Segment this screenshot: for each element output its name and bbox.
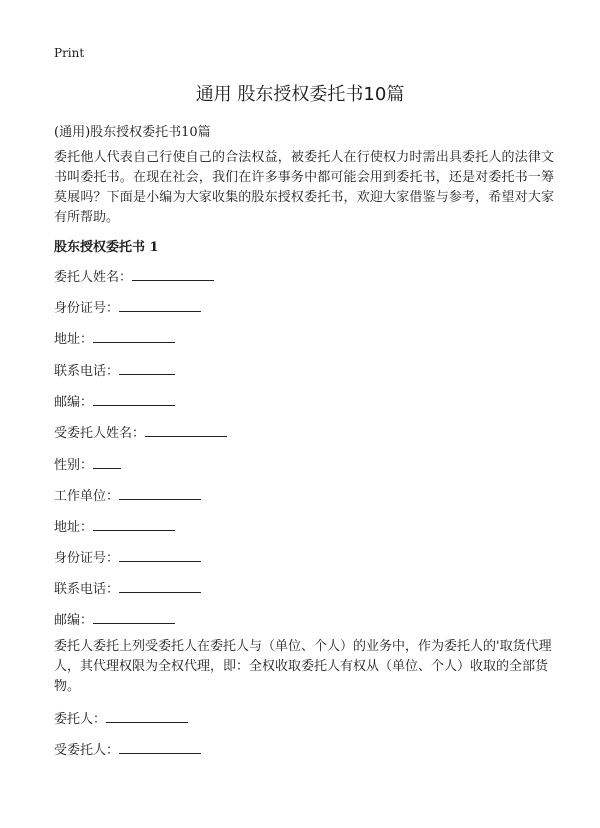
print-link[interactable]: Print [54,46,85,60]
field-label: 联系电话： [54,582,120,597]
field-agent-id [54,547,201,567]
field-client-name [54,266,214,286]
field-label: 邮编： [54,613,94,628]
blank-line [119,547,201,562]
field-agent-postcode [54,609,175,629]
field-agent-address [54,516,175,536]
field-label: 邮编： [54,395,94,410]
field-agent-name [54,422,227,442]
signature-agent [54,739,201,759]
blank-line [119,485,201,500]
field-label: 性别： [54,458,94,473]
field-client-address [54,328,175,348]
blank-line [93,516,175,531]
field-client-postcode [54,391,175,411]
blank-line [106,708,188,723]
field-label: 受委托人： [54,743,120,758]
blank-line [132,266,214,281]
blank-line [119,739,201,754]
blank-line [119,360,175,375]
blank-line [93,609,175,624]
field-client-phone [54,360,175,380]
blank-line [93,391,175,406]
field-label: 身份证号： [54,301,120,316]
field-label: 委托人： [54,712,107,727]
field-label: 身份证号： [54,551,120,566]
blank-line [145,422,227,437]
blank-line [119,297,201,312]
field-label: 委托人姓名： [54,270,133,285]
field-label: 地址： [54,332,94,347]
field-agent-employer [54,485,201,505]
document-title: 通用 股东授权委托书10篇 [195,84,405,105]
field-label: 受委托人姓名： [54,426,146,441]
blank-line [93,454,121,469]
field-agent-phone [54,578,201,598]
blank-line [93,328,175,343]
intro-paragraph: 委托他人代表自己行使自己的合法权益，被委托人在行使权力时需出具委托人的法律文书叫委托书。在现在社会，我们在许多事务中都可能会用到委托书，还是对委托书一筹莫展吗？下面是小编为大家收集的股东授权委托书，欢迎大家借鉴与参考，希望对大家有所帮助。 [54,150,554,225]
field-agent-gender [54,454,121,474]
field-label: 联系电话： [54,364,120,379]
signature-client [54,708,188,728]
field-label: 工作单位： [54,489,120,504]
document-subtitle: (通用)股东授权委托书10篇 [54,125,211,140]
field-client-id [54,297,201,317]
field-label: 地址： [54,520,94,535]
blank-line [119,578,201,593]
section-heading: 股东授权委托书 1 [54,240,159,255]
body-paragraph: 委托人委托上列受委托人在委托人与（单位、个人）的业务中，作为委托人的'取货代理人，其代理权限为全权代理，即：全权收取委托人有权从（单位、个人）收取的全部货物。 [54,639,552,694]
